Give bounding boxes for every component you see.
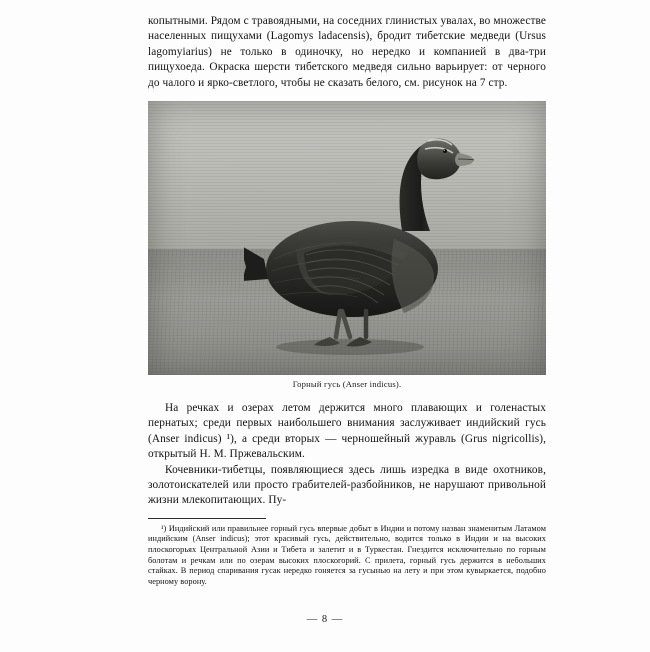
footnote-text [148,524,546,588]
footnote-marker: ¹) [161,523,167,533]
figure-caption: Горный гусь (Anser indicus). [292,379,402,390]
footnote-body [148,524,546,588]
body-text-block [148,401,546,509]
paragraph-nomads: Кочевники-тибетцы, появляющиеся здесь лишь изредка в виде охотников, золотоискателей или просто грабителей-разбойников, не нарушают привольной жизни млекопитающих. Пу- [148,463,546,507]
top-text-block [148,14,546,91]
figure-block [148,101,546,389]
page-number: — 8 — [306,614,344,625]
engraving-plate [148,101,546,375]
footnote-divider [148,518,266,519]
paragraph-birds: На речках и озерах летом держится много плавающих и голенастых пернатых; среди первых наибольшего внимания заслуживает индийский гусь (Anser indicus) ¹), а среди вторых — черношейный журавль (Grus nigricollis), открытый Н. М. Пржевальским. [148,402,546,461]
plate-vignette [148,101,546,375]
paragraph-intro: копытными. Рядом с травоядными, на соседних глинистых увалах, во множестве населенных пищухами (Lagomys ladacensis), бродит тибетские медведи (Ursus lagomyiarius) не только в одиночку, но нередко и компанией в два-три пищухоеда. Окраска шерсти тибетского медведя сильно варьирует: от черного до чалого и ярко-светлого, чтобы не сказать белого, см. рисунок на 7 стр. [148,15,546,89]
footnote-content: Индийский или правильнее горный гусь впервые добыт в Индии и потому назван знаменитым Латамом индийским (Anser indicus); этот красивый гусь, действительно, водится только в Индии и на высоких плоскогорьях Центральной Азии и Тибета и залетит и в Туркестан. Гнездится исключительно по горным болотам и речкам или по озерам высоких плоскогорий. С прилета, горный гусь держится в небольших стайках. В период спаривания гусак нередко гоняется за гусынью на лету и при этом кувыркается, подобно черному ворону. [148,523,546,586]
